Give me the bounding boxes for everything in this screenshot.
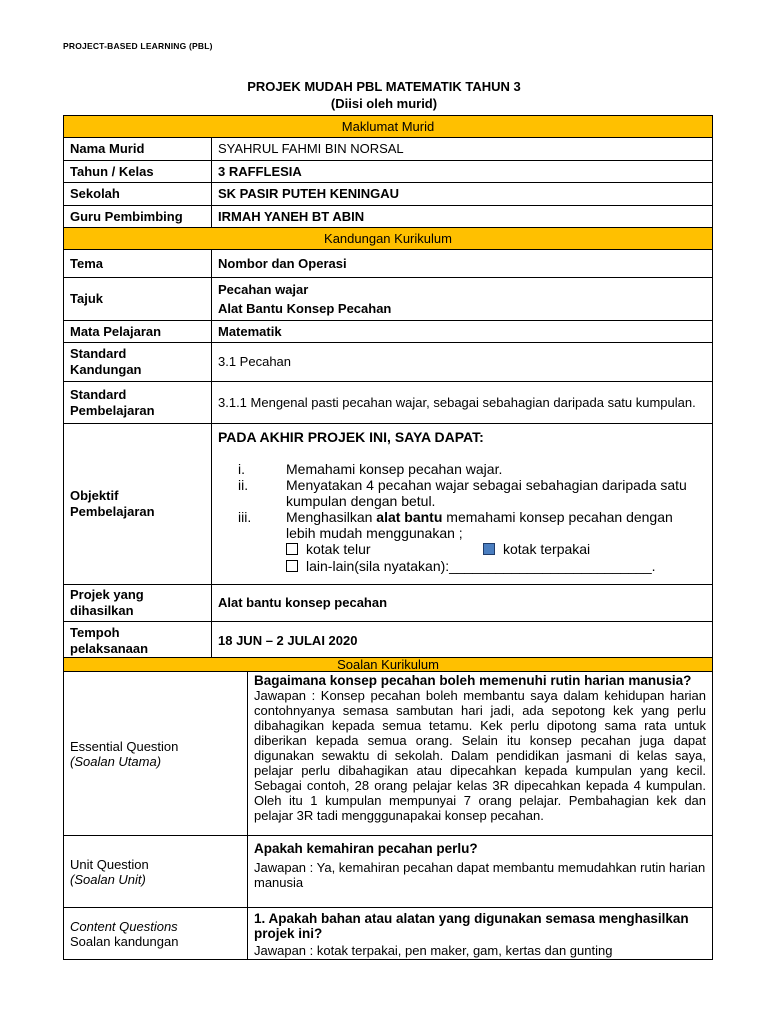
essential-question-title: Essential Question — [70, 738, 179, 754]
objektif-item-3 — [218, 509, 706, 541]
projek-label-line-2: dihasilkan — [70, 603, 134, 618]
unit-question-subtitle: (Soalan Unit) — [70, 871, 146, 887]
sekolah-label: Sekolah — [64, 183, 212, 206]
essential-question-answer: Jawapan : Konsep pecahan boleh membantu saya dalam kehidupan harian contohnyanya semasa sambutan hari jadi, ada sepotong kek yang perlu dibahagikan kepada semua tetamu. Kek perlu dipotong sama rata untuk diberikan kepada semua orang. Selain itu konsep pecahan juga dapat digunakan sewaktu di sekolah. Dalam pendidikan jasmani di kelas saya, pelajar perlu dibahagikan atau dipecahkan kepada kumpulan yang kecil. Sebagai contoh, 28 orang pelajar kelas 3R dipecahkan kepada 4 kumpulan. Oleh itu 1 kumpulan mempunyai 7 orang pelajar. Pembahagian kek dan pelajar 3R tadi mengggunapakai konsep pecahan. — [254, 688, 707, 823]
objektif-label-line-1: Objektif — [70, 488, 119, 503]
tajuk-line-2: Alat Bantu Konsep Pecahan — [218, 301, 392, 316]
content-questions-label — [64, 908, 248, 960]
content-questions-title: Content Questions — [70, 918, 178, 934]
tema-value: Nombor dan Operasi — [212, 250, 713, 278]
guru-value: IRMAH YANEH BT ABIN — [212, 206, 713, 228]
section-kandungan-kurikulum: Kandungan Kurikulum — [64, 228, 713, 250]
option-kotak-terpakai-label: kotak terpakai — [503, 541, 591, 557]
running-header: PROJECT-BASED LEARNING (PBL) — [63, 41, 213, 51]
standard-kandungan-label — [64, 343, 212, 382]
nama-label: Nama Murid — [64, 138, 212, 161]
option-lain-lain-label: lain-lain(sila nyatakan):__________________________. — [306, 558, 656, 574]
checkbox-kotak-telur[interactable] — [286, 543, 298, 555]
objektif-item-1 — [218, 461, 706, 477]
projek-label — [64, 585, 212, 622]
kelas-value: 3 RAFFLESIA — [212, 161, 713, 183]
student-info-table — [63, 115, 713, 661]
essential-question-subtitle: (Soalan Utama) — [70, 753, 162, 769]
essential-question-label — [64, 672, 248, 836]
unit-question-answer: Jawapan : Ya, kemahiran pecahan dapat membantu memudahkan rutin harian manusia — [254, 860, 706, 890]
option-kotak-terpakai — [483, 541, 590, 557]
objektif-item-text-post: memahami konsep pecahan dengan lebih mudah menggunakan ; — [286, 509, 673, 541]
unit-question-label — [64, 836, 248, 908]
objektif-item-number: iii. — [238, 509, 252, 525]
nama-value: SYAHRUL FAHMI BIN NORSAL — [212, 138, 713, 161]
objektif-list — [218, 461, 706, 541]
standard-kandungan-label-line-2: Kandungan — [70, 362, 142, 377]
document-subtitle: (Diisi oleh murid) — [330, 96, 438, 111]
standard-pembelajaran-label — [64, 382, 212, 424]
checkbox-kotak-terpakai[interactable] — [483, 543, 495, 555]
objektif-item-text: Memahami konsep pecahan wajar. — [286, 461, 503, 477]
checkbox-lain-lain[interactable] — [286, 560, 298, 572]
standard-pembelajaran-label-line-1: Standard — [70, 386, 127, 402]
standard-kandungan-label-line-1: Standard — [70, 346, 127, 361]
guru-label: Guru Pembimbing — [64, 206, 212, 228]
option-row-1 — [218, 541, 706, 558]
tema-label: Tema — [64, 250, 212, 278]
objektif-item-text-bold: alat bantu — [376, 509, 443, 525]
sekolah-value: SK PASIR PUTEH KENINGAU — [212, 183, 713, 206]
kelas-label: Tahun / Kelas — [64, 161, 212, 183]
section-maklumat-murid: Maklumat Murid — [64, 116, 713, 138]
content-questions-subtitle: Soalan kandungan — [70, 933, 179, 949]
objektif-item-2 — [218, 477, 706, 509]
unit-question-content — [248, 836, 713, 908]
unit-question-text: Apakah kemahiran pecahan perlu? — [254, 841, 478, 856]
tajuk-label: Tajuk — [64, 278, 212, 321]
tempoh-label-line-2: pelaksanaan — [70, 641, 149, 656]
objektif-item-text: Menyatakan 4 pecahan wajar sebagai sebahagian daripada satu kumpulan dengan betul. — [286, 477, 687, 509]
tempoh-label-line-1: Tempoh — [70, 625, 120, 640]
mata-pelajaran-value: Matematik — [212, 321, 713, 343]
objektif-item-number: ii. — [238, 477, 249, 493]
objektif-label-line-2: Pembelajaran — [70, 504, 155, 519]
objektif-item-text-pre: Menghasilkan — [286, 509, 377, 525]
projek-value: Alat bantu konsep pecahan — [212, 585, 713, 622]
content-questions-content — [248, 908, 713, 960]
projek-label-line-1: Projek yang — [70, 587, 144, 602]
tajuk-line-1: Pecahan wajar — [218, 282, 309, 297]
tempoh-label — [64, 622, 212, 661]
objektif-label — [64, 424, 212, 585]
standard-pembelajaran-label-line-2: Pembelajaran — [70, 402, 155, 418]
section-soalan-kurikulum: Soalan Kurikulum — [64, 658, 713, 672]
tajuk-value — [212, 278, 713, 321]
option-kotak-telur-label: kotak telur — [306, 541, 371, 557]
objektif-item-number: i. — [238, 461, 245, 477]
essential-question-text: Bagaimana konsep pecahan boleh memenuhi rutin harian manusia? — [254, 673, 692, 688]
unit-question-title: Unit Question — [70, 856, 149, 872]
standard-pembelajaran-value: 3.1.1 Mengenal pasti pecahan wajar, sebagai sebahagian daripada satu kumpulan. — [212, 382, 713, 424]
content-question-answer: Jawapan : kotak terpakai, pen maker, gam, kertas dan gunting — [254, 943, 613, 958]
essential-question-content — [248, 672, 713, 836]
document-title: PROJEK MUDAH PBL MATEMATIK TAHUN 3 — [247, 79, 521, 94]
objektif-heading: PADA AKHIR PROJEK INI, SAYA DAPAT: — [218, 429, 484, 445]
tempoh-value: 18 JUN – 2 JULAI 2020 — [212, 622, 713, 661]
mata-pelajaran-label: Mata Pelajaran — [64, 321, 212, 343]
content-question-text: 1. Apakah bahan atau alatan yang digunakan semasa menghasilkan projek ini? — [254, 911, 689, 941]
option-row-2 — [218, 558, 706, 575]
standard-kandungan-value: 3.1 Pecahan — [212, 343, 713, 382]
curriculum-questions-table — [63, 657, 713, 960]
objektif-content — [212, 424, 713, 585]
